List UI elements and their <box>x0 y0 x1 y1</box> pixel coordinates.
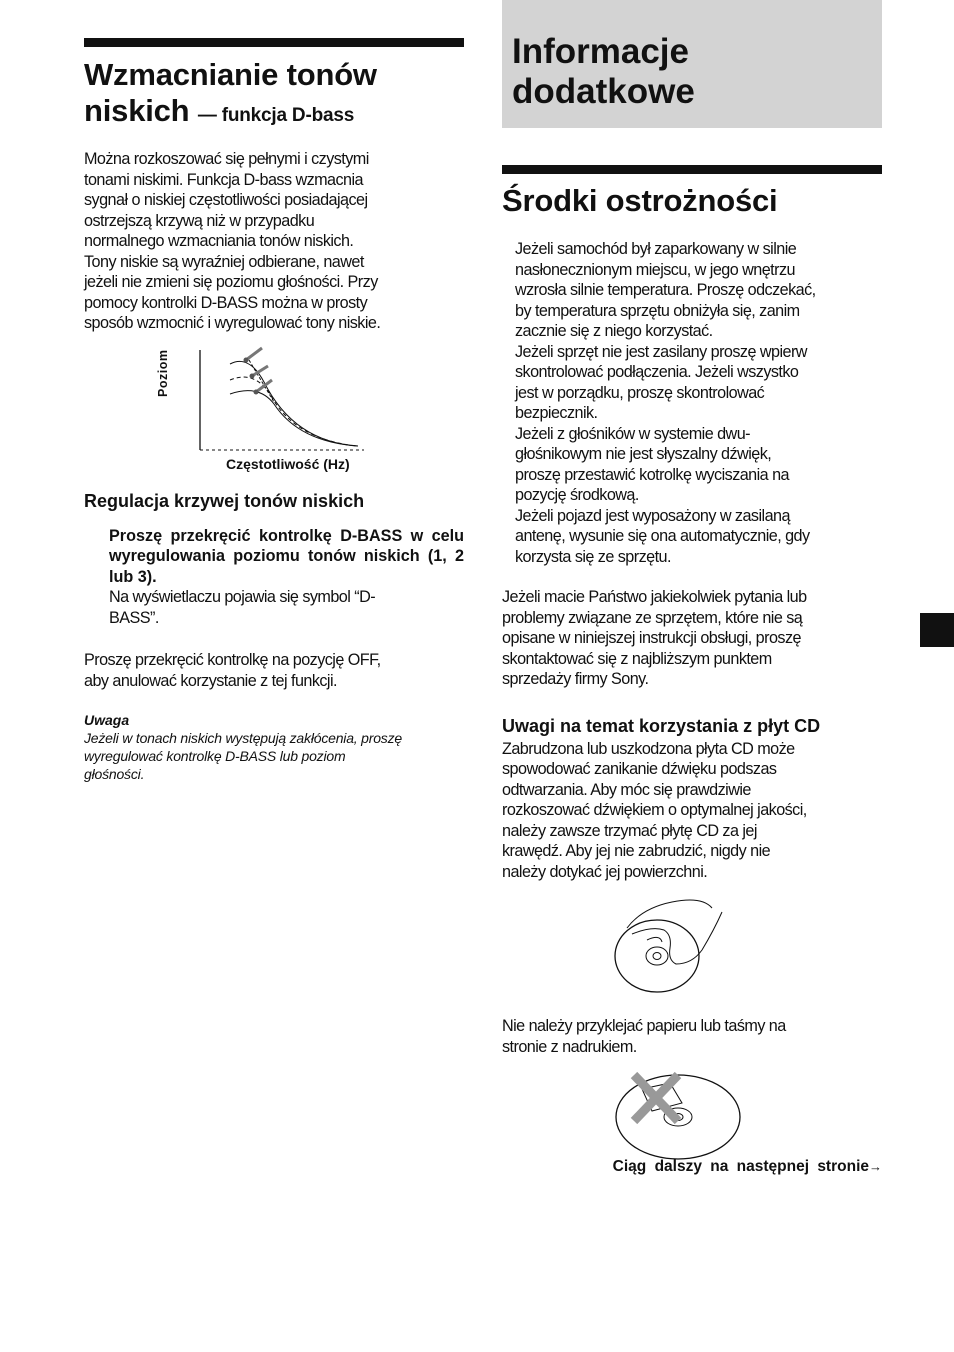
tape-paragraph <box>502 1016 882 1057</box>
list-item-line: nasłonecznionym miejscu, w jego wnętrzu <box>515 260 795 279</box>
tape-line: stronie z nadrukiem. <box>502 1037 637 1056</box>
instruction-result-line: Na wyświetlaczu pojawia się symbol “D- <box>109 588 376 606</box>
continued-note <box>502 1158 882 1176</box>
list-item-line: skontrolować podłączenia. Jeżeli wszystko <box>515 363 799 381</box>
dbass-graph <box>84 342 464 482</box>
list-item-line: Jeżeli pojazd jest wyposażony w zasilaną <box>515 506 790 525</box>
note-line: Jeżeli w tonach niskich występują zakłócenia, proszę <box>84 730 402 746</box>
questions-line: Jeżeli macie Państwo jakiekolwiek pytania lub <box>502 588 807 606</box>
list-item-line: by temperatura sprzętu obniżyła się, zanim <box>515 301 800 320</box>
graph-ylabel: Poziom <box>156 349 170 397</box>
section-tab-marker <box>920 613 954 647</box>
list-item-line: proszę przestawić kotrolkę wyciszania na <box>515 465 789 484</box>
intro-line: pomocy kontrolki D-BASS można w prosty <box>84 293 368 312</box>
chapter-title-box <box>502 0 882 128</box>
list-item-line: zacznie się z niego korzystać. <box>515 322 713 340</box>
intro-line: Tony niskie są wyraźniej odbierane, nawet <box>84 252 364 271</box>
arrow-right-icon: → <box>869 1159 882 1174</box>
note-title: Uwaga <box>84 712 130 728</box>
instruction-result-line: BASS”. <box>109 608 159 627</box>
intro-line: sposób wzmocnić i wyregulować tony niskie. <box>84 314 381 332</box>
cancel-line: Proszę przekręcić kontrolkę na pozycję OFF, <box>84 651 381 669</box>
list-item <box>515 506 882 568</box>
instruction-block <box>109 526 464 629</box>
chapter-title-line: Informacje <box>512 32 689 71</box>
cd-notes-line: spowodować zanikanie dźwięku podszas <box>502 760 777 778</box>
chapter-title-line: dodatkowe <box>512 72 695 111</box>
questions-line: sprzedaży firmy Sony. <box>502 670 649 688</box>
list-item-line: wzrosła silnie temperatura. Proszę odczekać, <box>515 281 816 299</box>
list-item-line: Jeżeli samochód był zaparkowany w silnie <box>515 240 797 258</box>
intro-line: Można rozkoszować się pełnymi i czystymi <box>84 150 369 168</box>
list-item <box>515 342 882 424</box>
cd-notes-line: krawędź. Aby jej nie zabrudzić, nigdy nie <box>502 842 771 860</box>
cd-no-tape-illustration <box>502 1065 882 1165</box>
cd-notes-heading: Uwagi na temat korzystania z płyt CD <box>502 715 821 736</box>
list-item-line: bezpiecznik. <box>515 404 598 422</box>
cd-hand-icon <box>502 890 882 1000</box>
intro-line: normalnego wzmacniania tonów niskich. <box>84 232 354 250</box>
cd-notes-line: rozkoszować dźwiękiem o optymalnej jakości, <box>502 801 807 819</box>
intro-line: jeżeli nie zmieni się poziomu głośności. Przy <box>84 273 378 291</box>
cd-notes-line: odtwarzania. Aby móc się prawdziwie <box>502 780 751 799</box>
bass-curve-subheading: Regulacja krzywej tonów niskich <box>84 490 365 511</box>
note-line: wyregulować kontrolkę D-BASS lub poziom <box>84 748 346 764</box>
intro-line: sygnał o niskiej częstotliwości posiadającej <box>84 191 368 209</box>
right-column <box>502 165 882 1165</box>
dbass-heading-sub: — funkcja D-bass <box>197 105 355 126</box>
chapter-title <box>512 32 695 112</box>
list-item-line: pozycję środkową. <box>515 486 639 504</box>
cd-notes-line: należy dotykać jej powierzchni. <box>502 862 708 881</box>
questions-line: skontaktować się z najbliższym punktem <box>502 649 772 668</box>
tape-line: Nie należy przyklejać papieru lub taśmy na <box>502 1017 786 1035</box>
list-item-line: głośnikowym nie jest słyszalny dźwięk, <box>515 445 772 463</box>
list-item <box>515 239 882 342</box>
dbass-heading <box>84 57 464 134</box>
section-rule <box>84 38 464 47</box>
cd-notes-paragraph <box>502 739 882 883</box>
precautions-heading: Środki ostrożności <box>502 183 778 218</box>
list-item-line: Jeżeli z głośników w systemie dwu- <box>515 424 750 443</box>
note-block <box>84 711 464 783</box>
questions-line: opisane w niniejszej instrukcji obsługi, proszę <box>502 629 801 647</box>
instruction-step: Proszę przekręcić kontrolkę D-BASS w celu wyregulowania poziomu tonów niskich (1, 2 lub 3). <box>109 526 464 586</box>
cd-notes-line: Zabrudzona lub uszkodzona płyta CD może <box>502 739 795 758</box>
intro-line: ostrzejszą krzywą niż w przypadku <box>84 211 315 230</box>
cd-handling-illustration <box>502 890 882 1000</box>
list-item-line: jest w porządku, proszę skontrolować <box>515 383 765 402</box>
cd-cross-icon <box>502 1065 882 1165</box>
list-item-line: antenę, wysunie się ona automatycznie, gdy <box>515 527 810 545</box>
graph-xlabel: Częstotliwość (Hz) <box>226 455 350 472</box>
intro-line: tonami niskimi. Funkcja D-bass wzmacnia <box>84 170 364 189</box>
dbass-heading-main: Wzmacnianie tonów niskich <box>84 57 377 128</box>
precautions-list <box>515 239 882 567</box>
note-line: głośności. <box>84 766 145 782</box>
list-item-line: korzysta się ze sprzętu. <box>515 547 671 566</box>
list-item <box>515 424 882 506</box>
left-column <box>84 38 464 783</box>
section-rule <box>502 165 882 174</box>
cd-notes-line: należy zawsze trzymać płytę CD za jej <box>502 821 757 840</box>
dbass-intro <box>84 149 464 334</box>
cancel-line: aby anulować korzystanie z tej funkcji. <box>84 671 337 690</box>
list-item-line: Jeżeli sprzęt nie jest zasilany proszę wpierw <box>515 342 807 361</box>
continued-text: Ciąg dalszy na następnej stronie <box>612 1158 869 1175</box>
questions-paragraph <box>502 587 882 690</box>
cancel-paragraph <box>84 650 464 691</box>
questions-line: problemy związane ze sprzętem, które nie są <box>502 608 803 627</box>
